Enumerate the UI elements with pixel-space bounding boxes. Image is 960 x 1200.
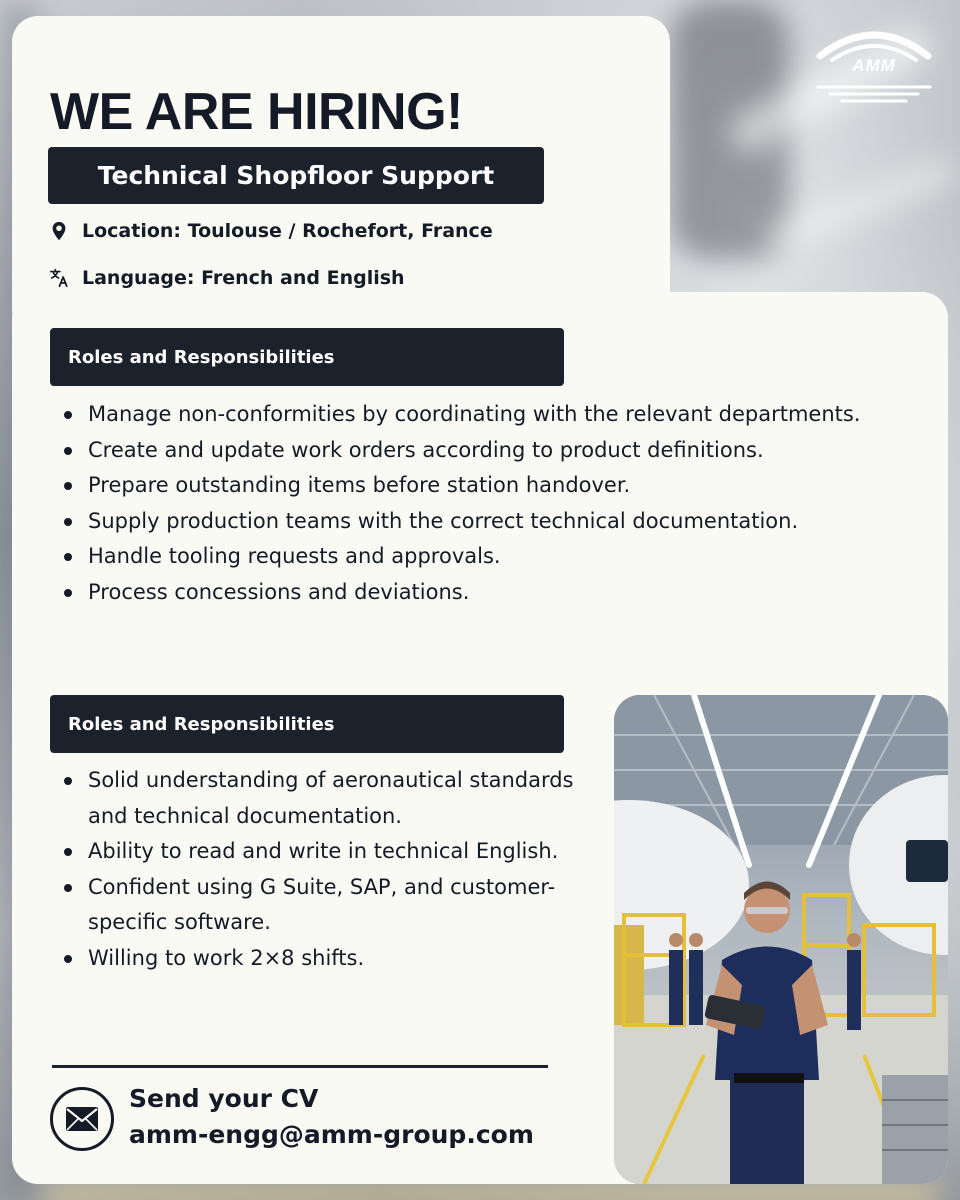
footer-divider [52,1065,548,1068]
list-item: Ability to read and write in technical English. [62,834,602,870]
list-item: Process concessions and deviations. [62,575,882,611]
requirements-list [62,763,602,976]
language-text: Language: French and English [82,267,405,289]
list-item: Solid understanding of aeronautical standards and technical documentation. [62,763,602,834]
hangar-photo [614,695,948,1184]
email-badge [50,1087,114,1151]
list-item: Willing to work 2×8 shifts. [62,941,602,977]
amm-logo [812,22,936,108]
contact-email-link[interactable]: amm-engg@amm-group.com [129,1120,534,1149]
list-item: Supply production teams with the correct technical documentation. [62,504,882,540]
location-row [48,220,493,242]
language-row [48,267,405,289]
responsibilities-list [62,397,882,610]
section-heading-responsibilities: Roles and Responsibilities [50,328,564,386]
list-item: Manage non-conformities by coordinating with the relevant departments. [62,397,882,433]
position-badge: Technical Shopfloor Support [48,147,544,204]
background-blur [762,154,959,257]
section-heading-requirements: Roles and Responsibilities [50,695,564,753]
send-cv-label: Send your CV [129,1084,319,1113]
logo-text: AMM [852,56,896,75]
hangar-illustration [614,695,948,1184]
location-text: Location: Toulouse / Rochefort, France [82,220,493,242]
translate-icon [48,267,70,289]
list-item: Handle tooling requests and approvals. [62,539,882,575]
page-title: WE ARE HIRING! [50,83,463,141]
list-item: Create and update work orders according to product definitions. [62,433,882,469]
list-item: Prepare outstanding items before station handover. [62,468,882,504]
location-pin-icon [48,220,70,242]
list-item: Confident using G Suite, SAP, and customer-specific software. [62,870,602,941]
envelope-icon [65,1106,99,1132]
